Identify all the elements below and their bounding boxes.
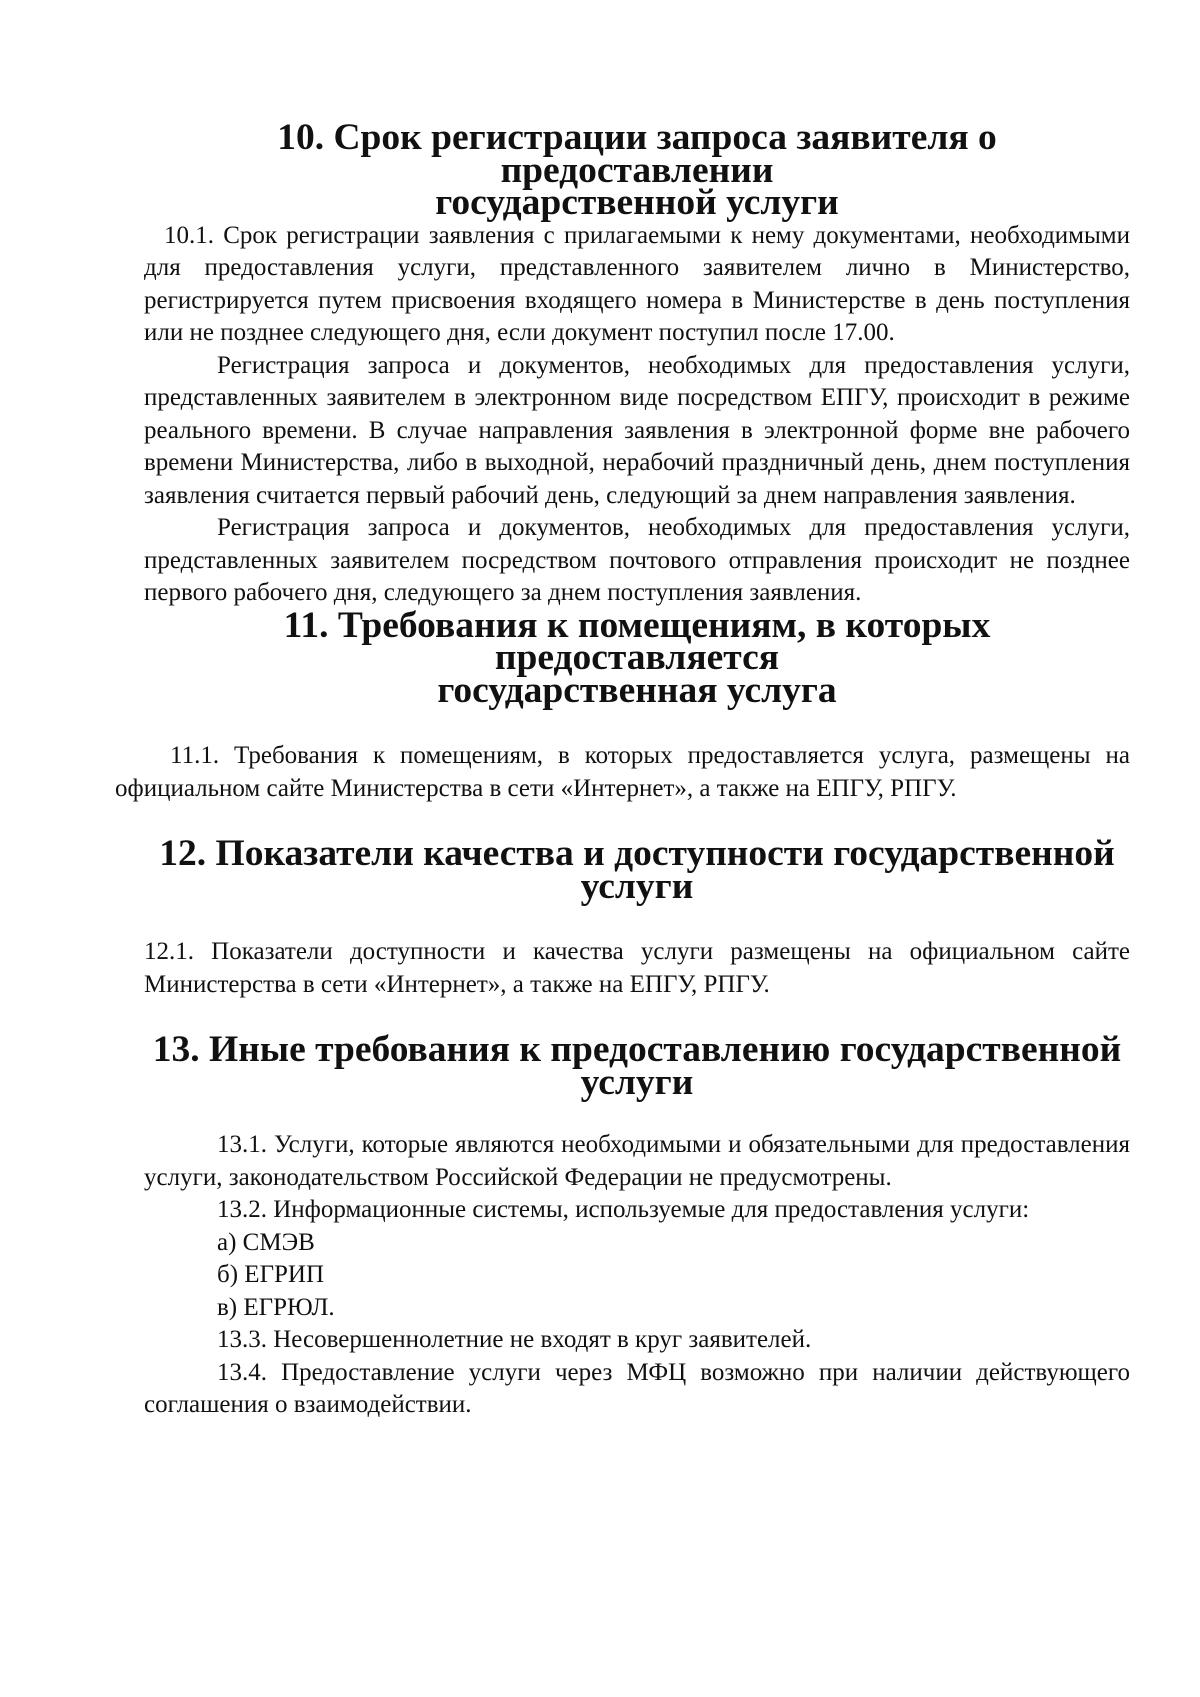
section-11-heading: [144, 604, 1130, 711]
spacer: [144, 707, 1130, 740]
list-item-smev: а) СМЭВ: [217, 1228, 315, 1256]
paragraph-10-1-postal: Регистрация запроса и документов, необходимых для предоставления услуги, представленных заявителем посредством почтового отправления происходит не позднее первого рабочего дня, следующего за днем поступления заявления.: [144, 514, 1130, 606]
section-11-heading-line-1: 11. Требования к помещениям, в которых предоставляется: [283, 604, 991, 678]
section-11-heading-line-2: государственная услуга: [437, 669, 837, 711]
section-13-heading: 13. Иные требования к предоставлению государственной услуги: [152, 1029, 1122, 1103]
paragraph-13-2: 13.2. Информационные системы, используемые для предоставления услуги:: [217, 1196, 1030, 1223]
section-10-heading-line-2: государственной услуги: [435, 182, 839, 223]
paragraph-13-3: 13.3. Несовершеннолетние не входят в круг заявителей.: [217, 1326, 812, 1353]
document-page: [115, 117, 1130, 1422]
section-10-heading: [144, 117, 1130, 223]
list-item-egrul: в) ЕГРЮЛ.: [217, 1293, 335, 1321]
list-item-egrip: б) ЕГРИП: [217, 1261, 325, 1288]
paragraph-13-4: 13.4. Предоставление услуги через МФЦ возможно при наличии действующего соглашения о взаимодействии.: [144, 1358, 1130, 1418]
paragraph-13-1: 13.1. Услуги, которые являются необходимыми и обязательными для предоставления услуги, законодательством Российской Федерации не предусмотрены.: [144, 1131, 1130, 1191]
paragraph-10-1: 10.1. Срок регистрации заявления с прилагаемыми к нему документами, необходимыми для предоставления услуги, представленного заявителем лично в Министерство, регистрируется путем присвоения входящего номера в Министерстве в день поступления или не позднее следующего дня, если документ поступил после 17.00.: [144, 221, 1130, 346]
paragraph-11-1: 11.1. Требования к помещениям, в которых предоставляется услуга, размещены на официальном сайте Министерства в сети «Интернет», а также на ЕПГУ, РПГУ.: [115, 742, 1130, 802]
spacer: [144, 903, 1130, 936]
section-12-heading: 12. Показатели качества и доступности государственной услуги: [159, 833, 1115, 907]
section-10-heading-line-1: 10. Срок регистрации запроса заявителя о предоставлении: [277, 117, 997, 191]
spacer: [144, 1099, 1130, 1129]
paragraph-10-1-electronic: Регистрация запроса и документов, необходимых для предоставления услуги, представленных заявителем в электронном виде посредством ЕПГУ, происходит в режиме реального времени. В случае направления заявления в электронной форме вне рабочего времени Министерства, либо в выходной, нерабочий праздничный день, днем поступления заявления считается первый рабочий день, следующий за днем направления заявления.: [144, 351, 1130, 509]
paragraph-12-1: 12.1. Показатели доступности и качества услуги размещены на официальном сайте Министерства в сети «Интернет», а также на ЕПГУ, РПГУ.: [144, 938, 1130, 998]
